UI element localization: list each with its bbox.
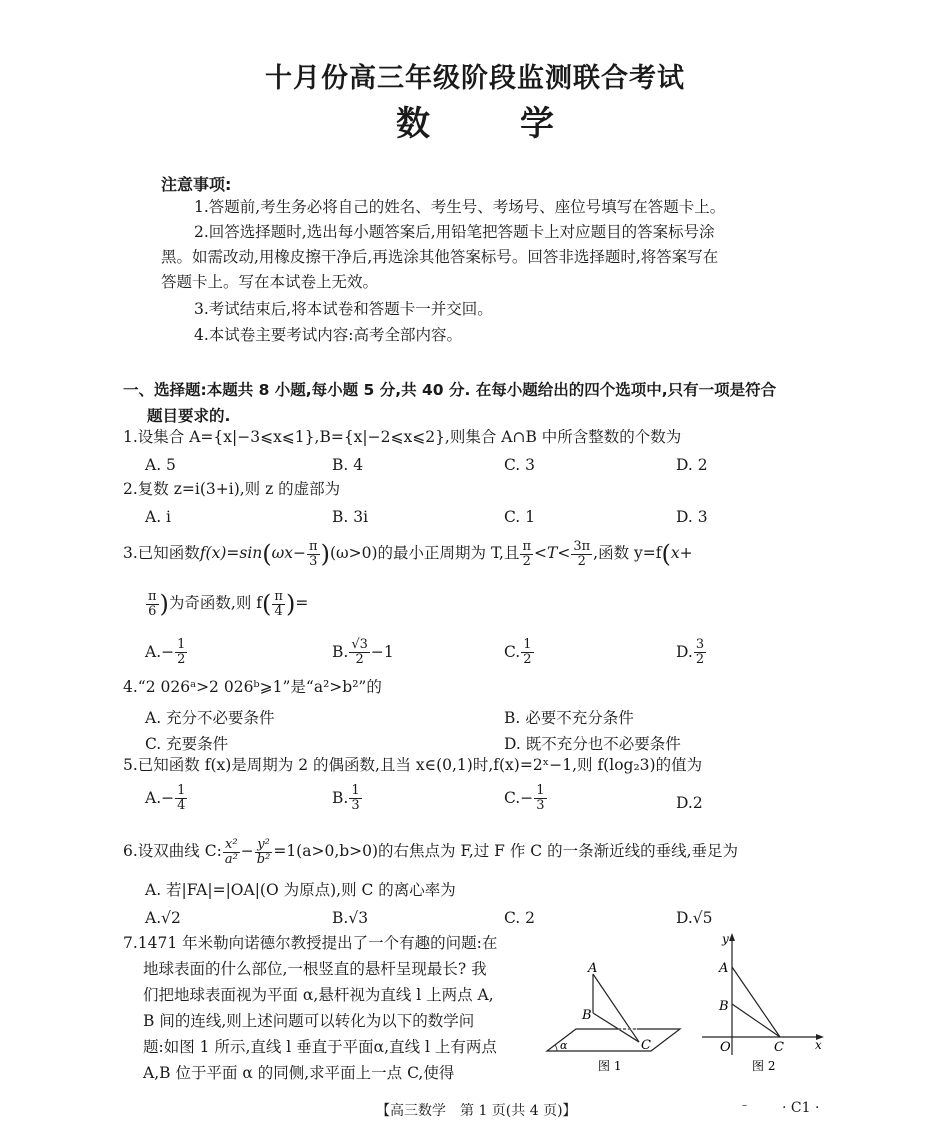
notice-item-4: 4.本试卷主要考试内容:高考全部内容。 <box>194 326 463 344</box>
label-a: A <box>719 961 729 976</box>
q2-option-c: C. 1 <box>504 508 536 526</box>
q3-option-d: D. $\frac{3}{2}$ <box>676 637 705 667</box>
subject-char-2: 学 <box>520 104 554 144</box>
label-alpha: α <box>560 1039 568 1052</box>
label-o: O <box>720 1040 731 1055</box>
stem-text: 设双曲线 C: <box>137 842 222 861</box>
question-6: 6. 设双曲线 C: $\frac{\text{x²}}{\text{a²}}$ − $\frac{\text{y²}}{\text{b²}}$ =1(a>0,b>0)的右焦点为 F,过 F 作 C 的一条渐近线的垂线,垂足为 <box>123 837 739 867</box>
question-3: 3. 已知函数 f(x)=sin ( ωx− $\frac{\pi}{3}$ ) (ω>0)的最小正周期为 T,且 $\frac{\pi}{2}$ <T< $\frac{3\pi}{2}$ ,函数 y=f ( x+ <box>123 539 693 569</box>
question-number: 3. <box>123 544 138 563</box>
figure-2-diagram <box>690 925 830 1075</box>
question-1 <box>123 430 681 446</box>
question-number: 2. <box>123 480 138 498</box>
q5-option-c: C. − $\frac{1}{3}$ <box>504 783 545 813</box>
notice-heading: 注意事项: <box>161 175 232 194</box>
q6-option-d: D.√5 <box>676 909 713 927</box>
question-7: 7.1471 年米勒向诺德尔教授提出了一个有趣的问题:在 <box>123 934 498 952</box>
math-expr: <T< <box>534 544 571 563</box>
fraction: $\frac{\text{x²}}{\text{a²}}$ <box>224 837 238 867</box>
question-stem: 设集合 A={x|−3⩽x⩽1},B={x|−2⩽x⩽2},则集合 A∩B 中所含整数的个数为 <box>137 428 682 446</box>
q6-option-c: C. 2 <box>504 909 536 927</box>
q4-option-a: A. 充分不必要条件 <box>145 709 275 727</box>
notice-item-2: 2.回答选择题时,选出每小题答案后,用铅笔把答题卡上对应题目的答案标号涂 <box>194 223 715 241</box>
q6-option-a: A.√2 <box>145 909 181 927</box>
fraction: $\frac{\pi}{6}$ <box>148 589 157 619</box>
q4-option-b: B. 必要不充分条件 <box>504 709 634 727</box>
question-7-line-2: 地球表面的什么部位,一根竖直的悬杆呈现最长? 我 <box>143 960 487 978</box>
q3-option-b: B. $\frac{√3}{2}$ −1 <box>332 637 394 667</box>
label-x: x <box>815 1038 822 1052</box>
question-4 <box>123 680 382 696</box>
math-expr: ωx− <box>271 544 307 563</box>
q2-option-b: B. 3i <box>332 508 369 526</box>
question-number: 7. <box>123 934 138 952</box>
question-5 <box>123 758 702 774</box>
q3-option-a: A. − $\frac{1}{2}$ <box>145 637 186 667</box>
fraction: $\frac{\text{y²}}{\text{b²}}$ <box>256 837 271 867</box>
q2-option-d: D. 3 <box>676 508 708 526</box>
question-7-line-4: B 间的连线,则上述问题可以转化为以下的数学问 <box>143 1012 475 1030</box>
stem-text: 为奇函数,则 f <box>168 594 263 613</box>
question-6-cont: A. 若|FA|=|OA|(O 为原点),则 C 的离心率为 <box>145 881 456 899</box>
label-c: C <box>774 1040 784 1055</box>
stem-text: =1(a>0,b>0)的右焦点为 F,过 F 作 C 的一条渐近线的垂线,垂足为 <box>273 842 739 861</box>
question-7-line-3: 们把地球表面视为平面 α,悬杆视为直线 l 上两点 A, <box>143 986 494 1004</box>
q1-option-a: A. 5 <box>145 456 176 474</box>
stem-text: = <box>295 594 309 613</box>
section-heading: 一、选择题:本题共 8 小题,每小题 5 分,共 40 分. 在每小题给出的四个选项中,只有一项是符合 <box>123 381 777 399</box>
fraction: $\frac{\pi}{4}$ <box>274 589 283 619</box>
notice-item-1: 1.答题前,考生务必将自己的姓名、考生号、考场号、座位号填写在答题卡上。 <box>194 198 726 216</box>
question-number: 1. <box>123 428 138 446</box>
q1-option-d: D. 2 <box>676 456 708 474</box>
q1-option-b: B. 4 <box>332 456 364 474</box>
math-expr: x+ <box>670 544 693 563</box>
notice-item-2-cont: 黑。如需改动,用橡皮擦干净后,再选涂其他答案标号。回答非选择题时,将答案写在 <box>161 248 719 266</box>
question-2 <box>123 482 340 498</box>
math-expr: f(x)=sin <box>199 544 263 563</box>
label-a: A <box>588 961 598 976</box>
subject-title <box>0 96 950 145</box>
q4-option-c: C. 充要条件 <box>145 735 229 753</box>
notice-item-2-cont2: 答题卡上。写在本试卷上无效。 <box>161 273 379 291</box>
stem-text: ,函数 y=f <box>593 544 662 563</box>
q2-option-a: A. i <box>145 508 172 526</box>
fraction: $\frac{3\pi}{2}$ <box>573 539 591 569</box>
q1-option-c: C. 3 <box>504 456 536 474</box>
figure-1-caption: 图 1 <box>598 1059 622 1073</box>
q5-option-d: D.2 <box>676 794 703 812</box>
subject-char-1: 数 <box>396 104 430 144</box>
figure-2-caption: 图 2 <box>752 1059 776 1073</box>
figure-1-diagram <box>540 950 690 1080</box>
question-stem: 已知函数 f(x)是周期为 2 的偶函数,且当 x∈(0,1)时,f(x)=2ˣ−1,则 f(log₂3)的值为 <box>137 756 703 774</box>
label-y: y <box>722 932 729 946</box>
question-7-line-5: 题:如图 1 所示,直线 l 垂直于平面α,直线 l 上有两点 <box>143 1038 497 1056</box>
page-footer-label: 【高三数学 第 1 页(共 4 页)】 <box>376 1103 577 1119</box>
question-stem: 复数 z=i(3+i),则 z 的虚部为 <box>137 480 341 498</box>
q6-option-b: B.√3 <box>332 909 369 927</box>
footer-mark: – <box>742 1100 747 1111</box>
stem-text: (ω>0)的最小正周期为 T,且 <box>329 544 520 563</box>
label-b: B <box>582 1008 592 1023</box>
notice-item-3: 3.考试结束后,将本试卷和答题卡一并交回。 <box>194 300 493 318</box>
question-7-line-6: A,B 位于平面 α 的同侧,求平面上一点 C,使得 <box>143 1064 455 1082</box>
fraction: $\frac{\pi}{2}$ <box>522 539 531 569</box>
label-b: B <box>719 999 729 1014</box>
question-number: 4. <box>123 678 138 696</box>
question-stem: “2 026ᵃ>2 026ᵇ⩾1”是“a²>b²”的 <box>137 678 382 696</box>
q4-option-d: D. 既不充分也不必要条件 <box>504 735 681 753</box>
q5-option-a: A. − $\frac{1}{4}$ <box>145 783 186 813</box>
exam-title: 十月份高三年级阶段监测联合考试 <box>265 63 685 94</box>
label-c: C <box>641 1038 651 1053</box>
stem-text: 已知函数 <box>137 544 200 563</box>
fraction: $\frac{\pi}{3}$ <box>309 539 318 569</box>
question-number: 5. <box>123 756 138 774</box>
page-code: · C1 · <box>782 1100 820 1116</box>
q3-option-c: C. $\frac{1}{2}$ <box>504 637 532 667</box>
q5-option-b: B. $\frac{1}{3}$ <box>332 783 360 813</box>
question-3-cont: $\frac{\pi}{6}$ ) 为奇函数,则 f ( $\frac{\pi}{4}$ ) = <box>148 589 309 619</box>
section-heading-cont: 题目要求的. <box>147 407 231 425</box>
question-number: 6. <box>123 842 138 861</box>
